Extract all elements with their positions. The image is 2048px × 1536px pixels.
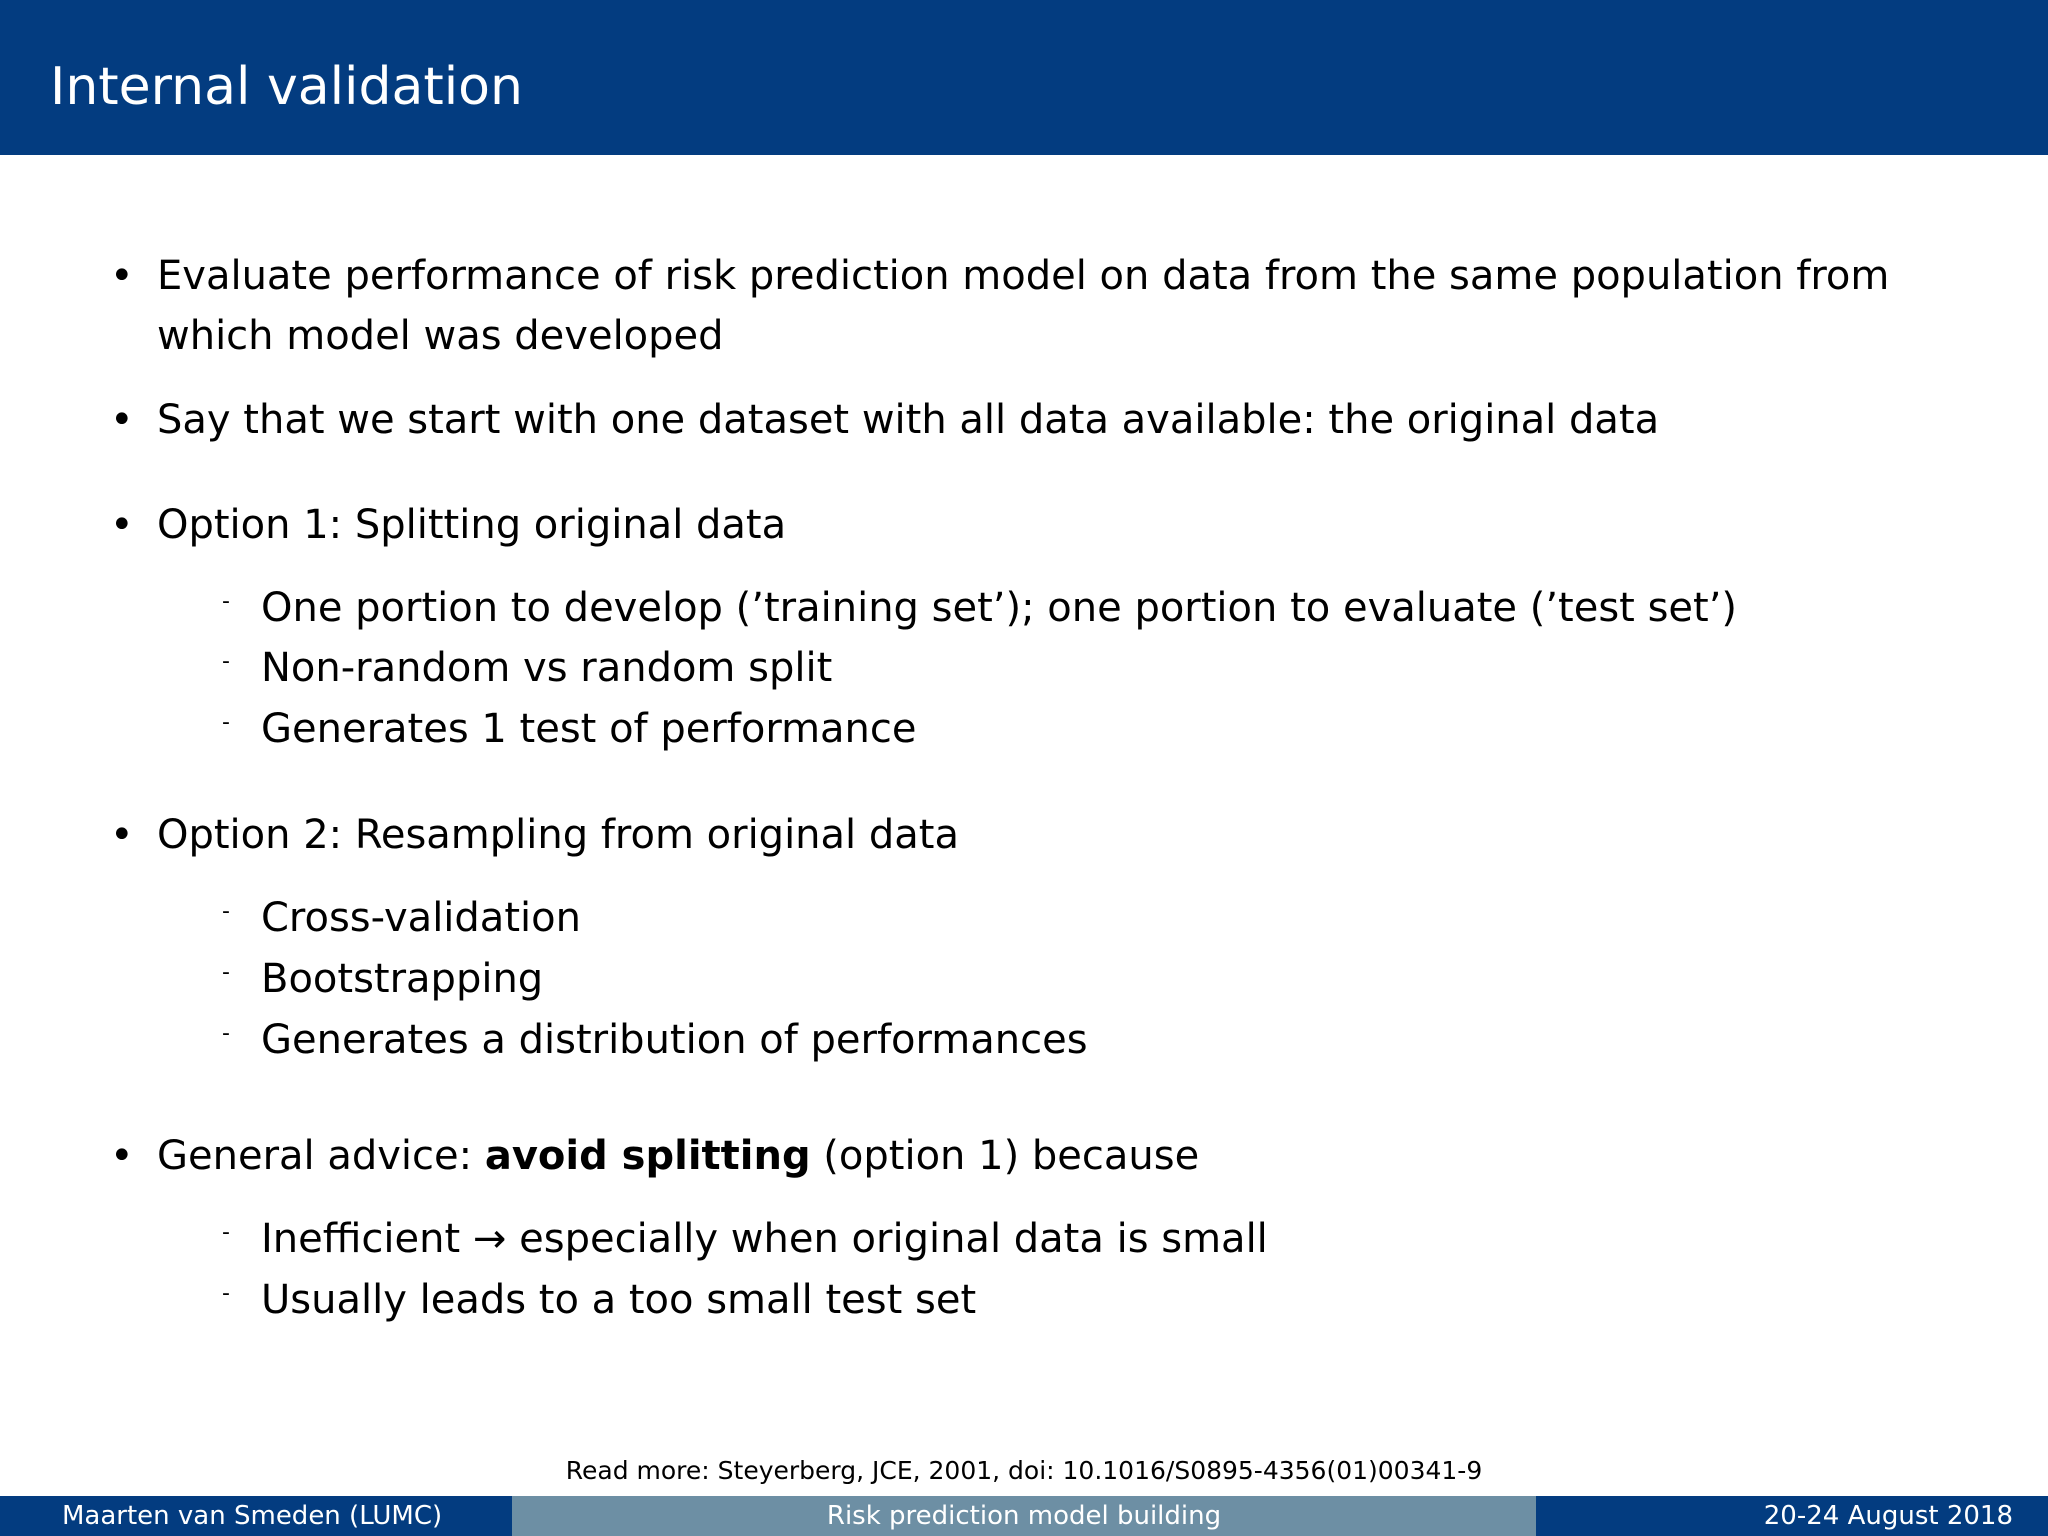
bullet-dot: • <box>110 253 134 299</box>
sub-dash: - <box>222 1220 230 1245</box>
sub-dash: - <box>222 1281 230 1306</box>
footer-author: Maarten van Smeden (LUMC) <box>62 1501 443 1531</box>
bullet-dot: • <box>110 502 134 548</box>
advice-suffix: (option 1) because <box>810 1133 1200 1179</box>
sub-dash: - <box>222 899 230 924</box>
sub-dash: - <box>222 960 230 985</box>
advice-emphasis: avoid splitting <box>484 1133 811 1179</box>
bullet-original-data: Say that we start with one dataset with all data available: the original data <box>157 397 1660 443</box>
footer-date-section <box>1536 1496 2048 1536</box>
sub-item-inefficient: Inefficient → especially when original data is small <box>261 1216 1268 1262</box>
bullet-evaluate-line1: Evaluate performance of risk prediction model on data from the same population from <box>157 253 1890 299</box>
bullet-option-2: Option 2: Resampling from original data <box>157 812 959 858</box>
sub-item-bootstrapping: Bootstrapping <box>261 956 544 1002</box>
bullet-option-1: Option 1: Splitting original data <box>157 502 787 548</box>
sub-item-training-test: One portion to develop (’training set’); one portion to evaluate (’test set’) <box>261 585 1738 631</box>
sub-item-distribution: Generates a distribution of performances <box>261 1017 1088 1063</box>
footer-talk-title: Risk prediction model building <box>826 1501 1222 1531</box>
footer-date: 20-24 August 2018 <box>1763 1501 2013 1531</box>
sub-item-cross-validation: Cross-validation <box>261 895 581 941</box>
bullet-general-advice <box>157 1126 1917 1186</box>
bullet-dot: • <box>110 397 134 443</box>
footer-author-section <box>0 1496 512 1536</box>
footer-bar <box>0 1496 2048 1536</box>
advice-prefix: General advice: <box>157 1133 485 1179</box>
bullet-dot: • <box>110 1133 134 1179</box>
bullet-evaluate-line2: which model was developed <box>157 313 724 359</box>
sub-dash: - <box>222 710 230 735</box>
footer-talk-section <box>512 1496 1536 1536</box>
sub-item-small-test-set: Usually leads to a too small test set <box>261 1277 977 1323</box>
sub-item-split-type: Non-random vs random split <box>261 645 833 691</box>
sub-dash: - <box>222 589 230 614</box>
slide-title: Internal validation <box>50 57 523 117</box>
reference-note: Read more: Steyerberg, JCE, 2001, doi: 10.1016/S0895-4356(01)00341-9 <box>565 1456 1483 1485</box>
sub-dash: - <box>222 649 230 674</box>
title-bar <box>0 0 2048 155</box>
sub-item-one-test: Generates 1 test of performance <box>261 706 917 752</box>
sub-dash: - <box>222 1021 230 1046</box>
bullet-dot: • <box>110 812 134 858</box>
